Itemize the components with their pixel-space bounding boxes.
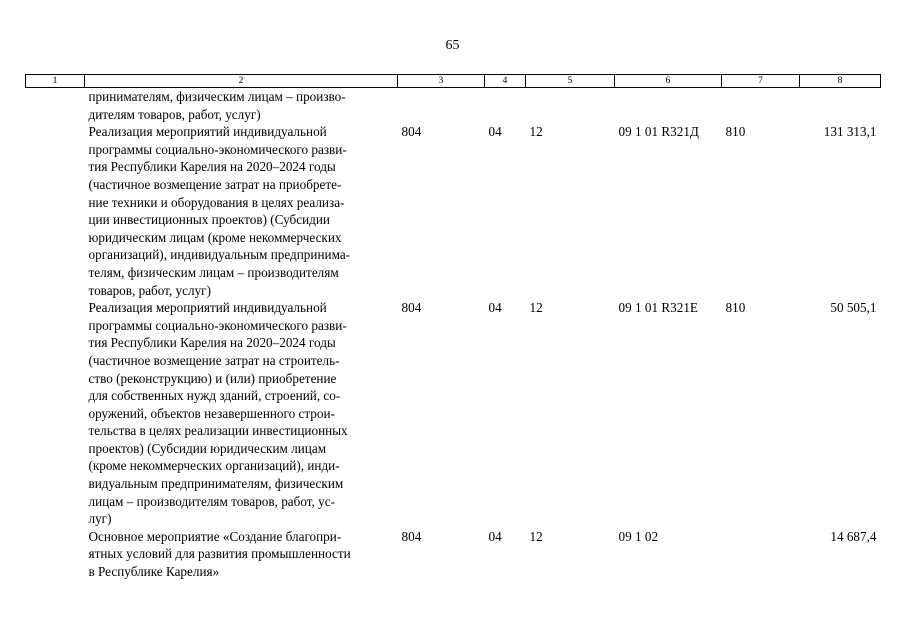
row-name-line: луг) bbox=[88, 511, 112, 527]
row-name-line: ции инвестиционных проектов) (Субсидии bbox=[88, 212, 330, 228]
header-col-7: 7 bbox=[722, 75, 800, 88]
row-name-line: программы социально-экономического разви- bbox=[88, 317, 347, 333]
row-number-cell bbox=[26, 88, 85, 124]
row-name-line: организаций), индивидуальным предпринима- bbox=[88, 247, 351, 263]
row-name-line: (частичное возмещение затрат на строитель- bbox=[88, 352, 340, 368]
table-body bbox=[26, 88, 881, 581]
section-code-cell: 04 bbox=[488, 124, 502, 140]
row-name-line: тельства в целях реализации инвестиционных bbox=[88, 423, 348, 439]
row-name-line: Реализация мероприятий индивидуальной bbox=[88, 124, 327, 140]
ministry-code-cell bbox=[398, 88, 485, 124]
subsection-code-cell: 12 bbox=[529, 300, 543, 316]
row-name-line: тия Республики Карелия на 2020–2024 годы bbox=[88, 159, 336, 175]
amount-cell: 14 687,4 bbox=[830, 528, 877, 544]
amount-cell: 131 313,1 bbox=[823, 124, 877, 140]
header-col-5: 5 bbox=[526, 75, 615, 88]
table-header bbox=[26, 75, 881, 88]
row-name-line: (кроме некоммерческих организаций), инди- bbox=[88, 458, 340, 474]
row-name-line: для собственных нужд зданий, строений, со- bbox=[88, 388, 341, 404]
row-name-line: тия Республики Карелия на 2020–2024 годы bbox=[88, 335, 336, 351]
table-row bbox=[26, 88, 881, 124]
row-name-line: лицам – производителям товаров, работ, ус- bbox=[88, 493, 335, 509]
ministry-code-cell: 804 bbox=[401, 124, 422, 140]
row-name-line: Основное мероприятие «Создание благопри- bbox=[88, 528, 342, 544]
expense-type-cell: 810 bbox=[725, 300, 746, 316]
row-name-line: (частичное возмещение затрат на приобрете- bbox=[88, 176, 342, 192]
row-name-line: дителям товаров, работ, услуг) bbox=[88, 106, 261, 122]
table-row bbox=[26, 299, 881, 528]
row-name-line: телям, физическим лицам – производителям bbox=[88, 264, 339, 280]
amount-cell: 50 505,1 bbox=[830, 300, 877, 316]
header-col-3: 3 bbox=[398, 75, 485, 88]
row-name-cell bbox=[85, 528, 398, 581]
amount-cell bbox=[800, 88, 881, 124]
row-name-line: в Республике Карелия» bbox=[88, 564, 220, 580]
subsection-code-cell bbox=[526, 88, 615, 124]
table-row bbox=[26, 123, 881, 299]
header-row bbox=[26, 75, 881, 88]
header-col-8: 8 bbox=[800, 75, 881, 88]
target-article-cell bbox=[615, 88, 722, 124]
section-code-cell bbox=[485, 88, 526, 124]
section-code-cell: 04 bbox=[488, 300, 502, 316]
expense-type-cell bbox=[722, 528, 800, 581]
subsection-code-cell: 12 bbox=[529, 528, 543, 544]
row-number-cell bbox=[26, 123, 85, 299]
row-name-line: товаров, работ, услуг) bbox=[88, 282, 211, 298]
expense-type-cell bbox=[722, 88, 800, 124]
row-name-line: Реализация мероприятий индивидуальной bbox=[88, 300, 327, 316]
row-name-cell bbox=[85, 123, 398, 299]
row-number-cell bbox=[26, 528, 85, 581]
target-article-cell: 09 1 01 R321Д bbox=[618, 124, 699, 140]
row-name-line: ятных условий для развития промышленности bbox=[88, 546, 351, 562]
row-name-line: программы социально-экономического разви- bbox=[88, 141, 347, 157]
row-name-line: видуальным предпринимателям, физическим bbox=[88, 476, 344, 492]
subsection-code-cell: 12 bbox=[529, 124, 543, 140]
expense-type-cell: 810 bbox=[725, 124, 746, 140]
ministry-code-cell: 804 bbox=[401, 528, 422, 544]
header-col-4: 4 bbox=[485, 75, 526, 88]
page-number: 65 bbox=[445, 38, 460, 53]
row-name-line: юридическим лицам (кроме некоммерческих bbox=[88, 229, 342, 245]
row-number-cell bbox=[26, 299, 85, 528]
row-name-line: оружений, объектов незавершенного строи- bbox=[88, 405, 335, 421]
header-col-1: 1 bbox=[26, 75, 85, 88]
row-name-line: ство (реконструкцию) и (или) приобретение bbox=[88, 370, 337, 386]
target-article-cell: 09 1 01 R321Е bbox=[618, 300, 698, 316]
ministry-code-cell: 804 bbox=[401, 300, 422, 316]
section-code-cell: 04 bbox=[488, 528, 502, 544]
row-name-cell bbox=[85, 88, 398, 124]
row-name-line: принимателям, физическим лицам – произво- bbox=[88, 89, 346, 104]
row-name-cell bbox=[85, 299, 398, 528]
budget-table bbox=[25, 74, 881, 581]
row-name-line: проектов) (Субсидии юридическим лицам bbox=[88, 440, 327, 456]
table-row bbox=[26, 528, 881, 581]
header-col-2: 2 bbox=[85, 75, 398, 88]
row-name-line: ние техники и оборудования в целях реализа- bbox=[88, 194, 345, 210]
target-article-cell: 09 1 02 bbox=[618, 528, 659, 544]
header-col-6: 6 bbox=[615, 75, 722, 88]
